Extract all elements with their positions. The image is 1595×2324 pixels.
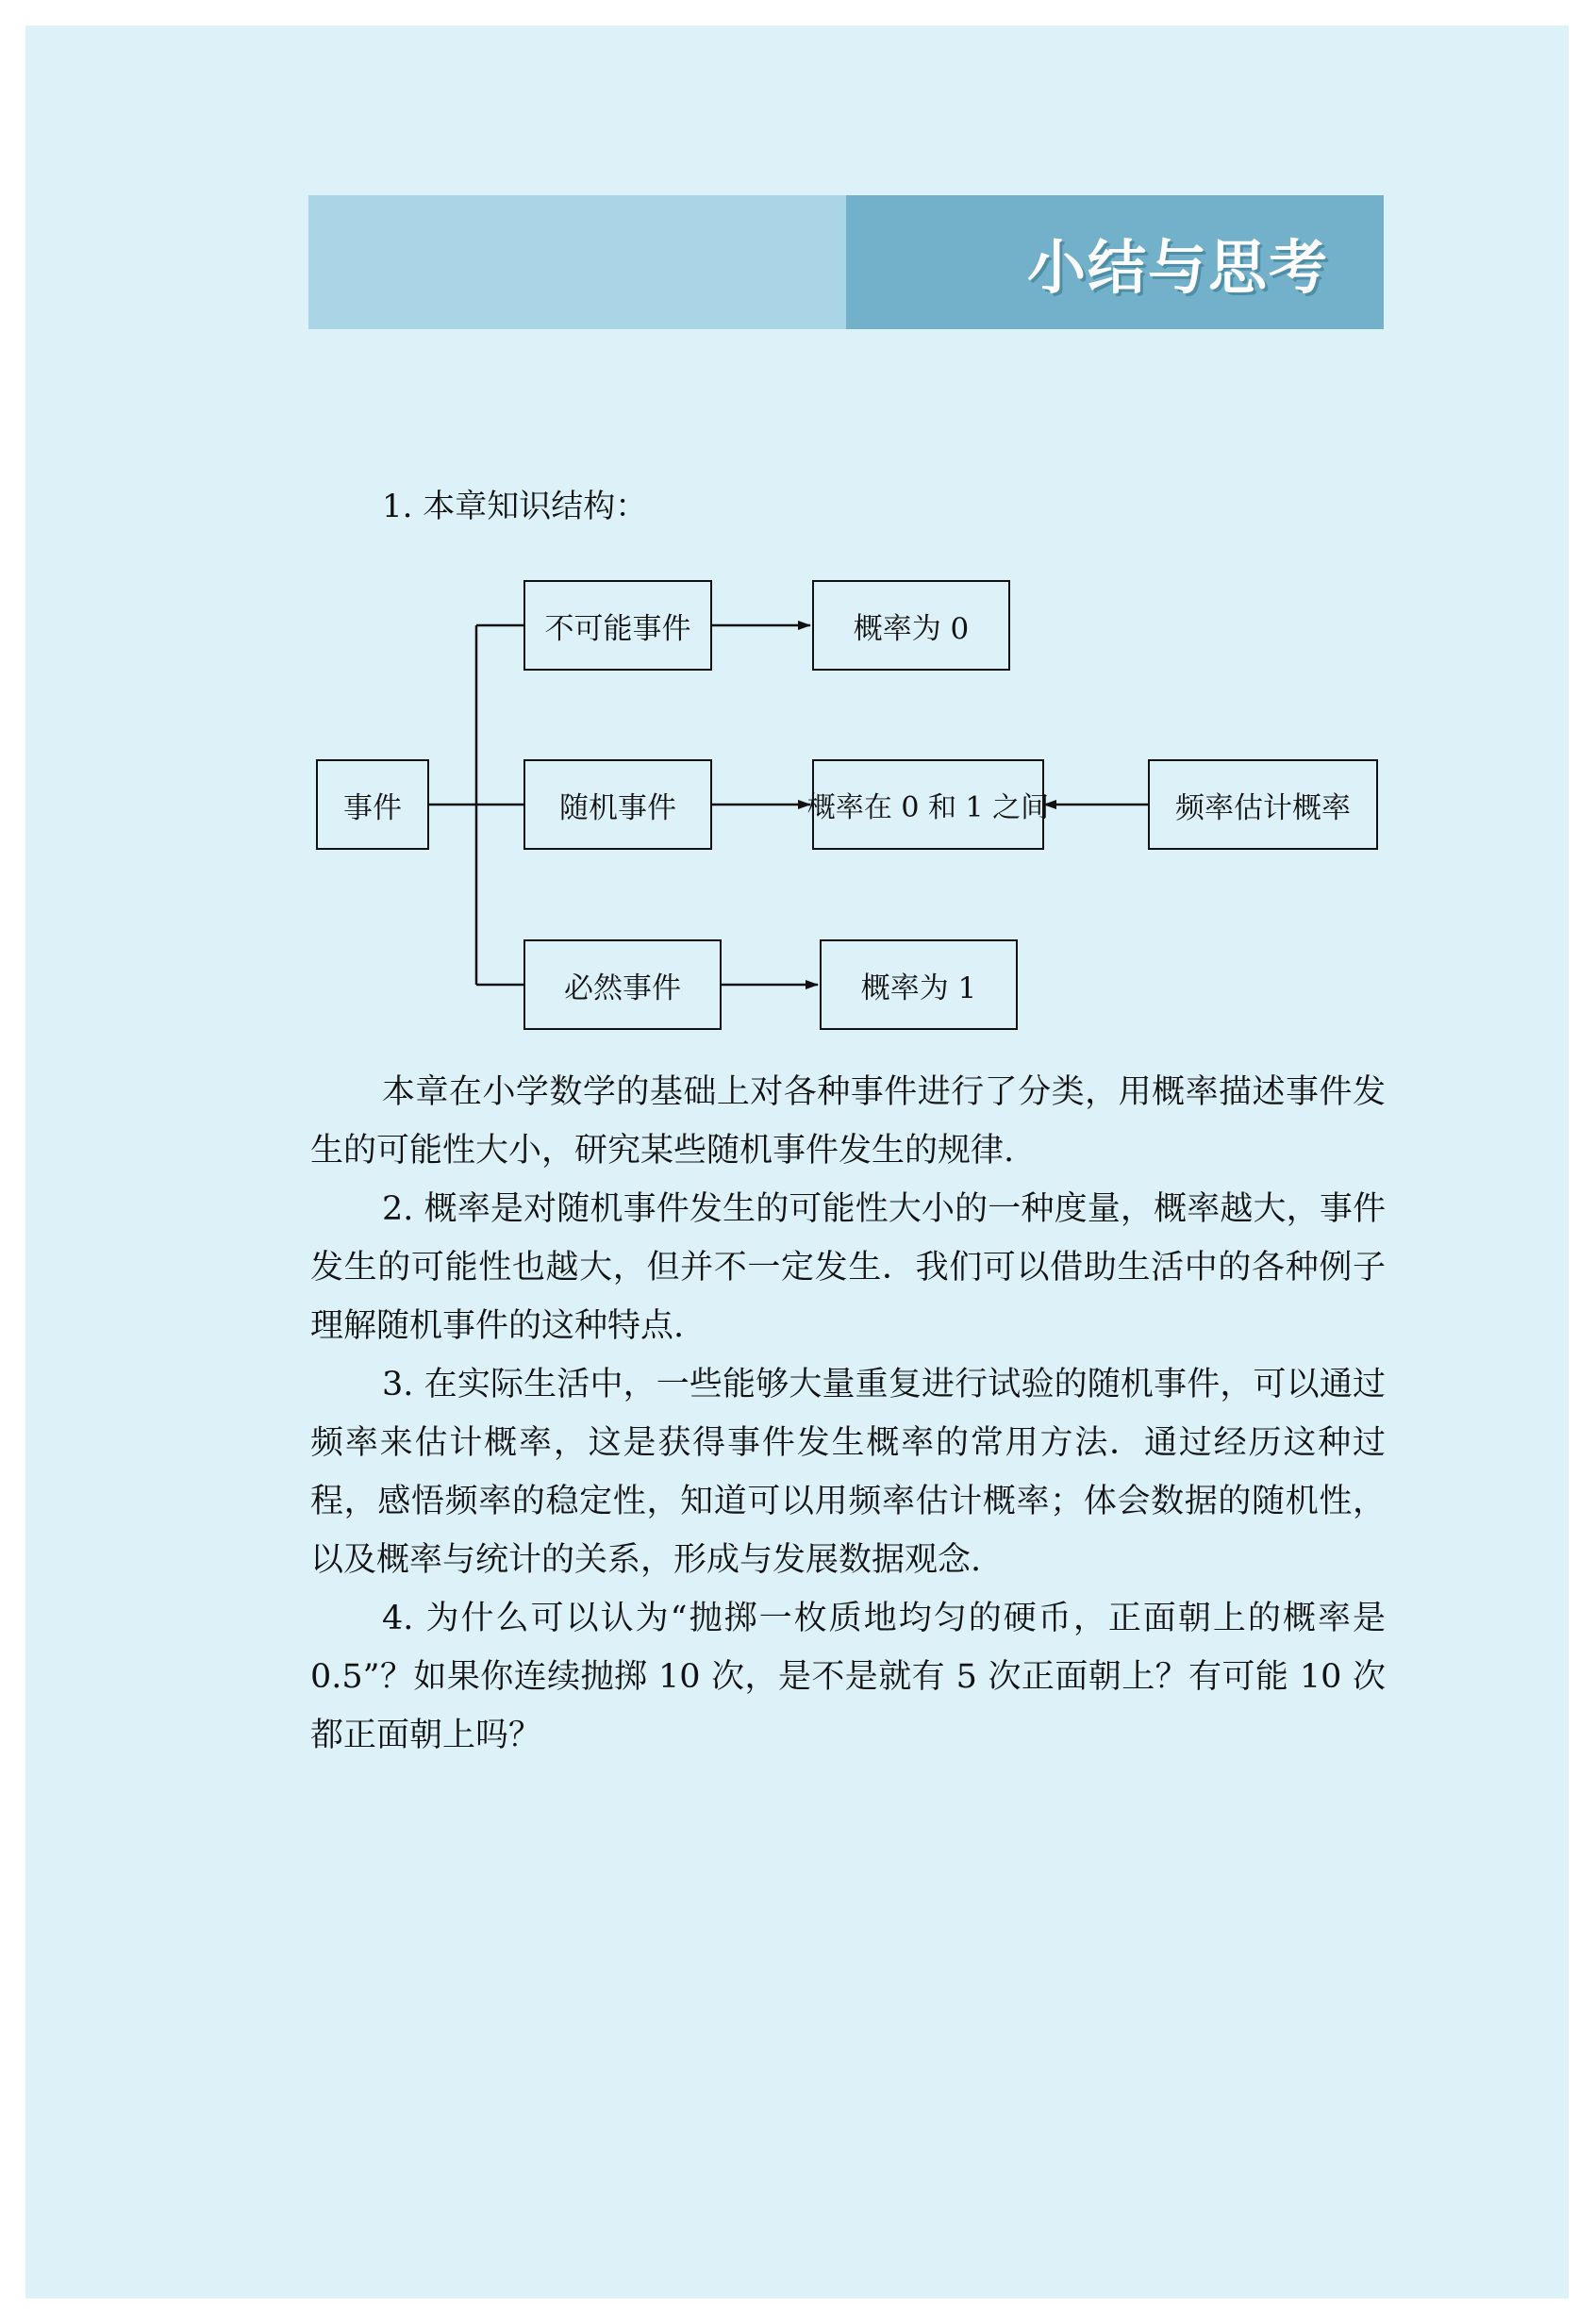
probability-zero-box: 概率为 0 [812,580,1010,671]
random-event-box: 随机事件 [523,759,712,850]
paragraph-3: 3. 在实际生活中，一些能够大量重复进行试验的随机事件，可以通过频率来估计概率，这是获得事件发生概率的常用方法．通过经历这种过程，感悟频率的稳定性，知道可以用频率估计概率；体会数据的随机性，以及概率与统计的关系，形成与发展数据观念. [310,1366,1386,1579]
banner-title: 小结与思考 [1026,232,1329,302]
summary-text [310,1063,1386,1765]
chapter-banner [308,195,1384,329]
knowledge-structure-diagram [308,573,1384,1035]
page [25,25,1569,2299]
banner-left-block [308,195,846,329]
probability-one-box: 概率为 1 [820,939,1018,1030]
banner-right-block [846,195,1384,329]
probability-between-box: 概率在 0 和 1 之间 [812,759,1044,850]
frequency-estimate-box: 频率估计概率 [1148,759,1378,850]
paragraph-2: 2. 概率是对随机事件发生的可能性大小的一种度量，概率越大，事件发生的可能性也越大，但并不一定发生．我们可以借助生活中的各种例子理解随机事件的这种特点. [310,1190,1386,1345]
section-heading: 1. 本章知识结构： [382,488,648,525]
paragraph-intro: 本章在小学数学的基础上对各种事件进行了分类，用概率描述事件发生的可能性大小，研究某些随机事件发生的规律. [310,1073,1386,1170]
event-box: 事件 [316,759,429,850]
certain-event-box: 必然事件 [523,939,722,1030]
paragraph-4: 4. 为什么可以认为“抛掷一枚质地均匀的硬币，正面朝上的概率是 0.5”？如果你连续抛掷 10 次，是不是就有 5 次正面朝上？有可能 10 次都正面朝上吗？ [310,1600,1386,1754]
impossible-event-box: 不可能事件 [523,580,712,671]
